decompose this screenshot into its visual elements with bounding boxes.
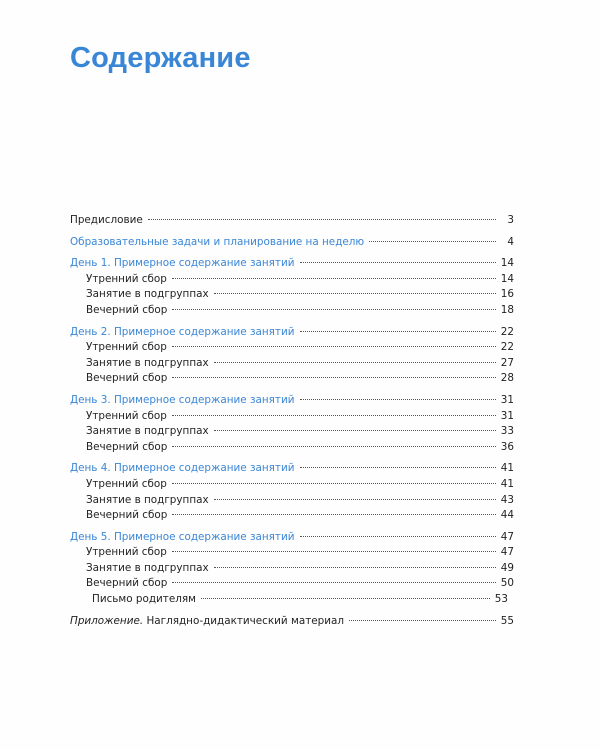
toc-page-number: 33: [500, 425, 514, 438]
toc-entry-label: Занятие в подгруппах: [86, 561, 209, 574]
toc-page-number: 41: [500, 462, 514, 475]
toc-entry[interactable]: [70, 371, 514, 387]
toc-entry-label: Образовательные задачи и планирование на неделю: [70, 235, 365, 248]
dot-leader: [300, 536, 497, 537]
toc-page-number: 43: [500, 493, 514, 506]
toc-page-number: 14: [500, 257, 514, 270]
toc-group-day-1: [70, 256, 514, 318]
toc-day-heading[interactable]: [70, 393, 514, 409]
toc-day-heading[interactable]: [70, 530, 514, 546]
toc-entry-label: Письмо родителям: [92, 593, 196, 606]
toc-group-appendix: [70, 614, 514, 630]
toc-group-day-5: [70, 530, 514, 608]
dot-leader: [300, 399, 497, 400]
dot-leader: [172, 582, 496, 583]
toc-entry-label: Занятие в подгруппах: [86, 493, 209, 506]
appendix-italic-label: Приложение.: [70, 614, 144, 627]
toc-entry[interactable]: [70, 493, 514, 509]
toc-page-number: 41: [500, 477, 514, 490]
toc-page-number: 49: [500, 561, 514, 574]
toc-entry[interactable]: [70, 287, 514, 303]
toc-page-number: 36: [500, 440, 514, 453]
toc-page-number: 14: [500, 272, 514, 285]
toc-group-goals: [70, 235, 514, 251]
dot-leader: [214, 567, 496, 568]
toc-group-intro: [70, 213, 514, 229]
toc-entry-label: Вечерний сбор: [86, 303, 168, 316]
toc-entry[interactable]: [70, 576, 514, 592]
toc-page-number: 44: [500, 509, 514, 522]
toc-day-heading[interactable]: [70, 256, 514, 272]
dot-leader: [300, 262, 497, 263]
dot-leader: [172, 446, 496, 447]
toc-entry-label: Занятие в подгруппах: [86, 356, 209, 369]
toc-entry[interactable]: [70, 561, 514, 577]
toc-entry-label: Утренний сбор: [86, 546, 167, 559]
toc-entry-label: [70, 614, 344, 630]
toc-entry-label: День 5. Примерное содержание занятий: [70, 530, 295, 543]
toc-entry-label: День 4. Примерное содержание занятий: [70, 462, 295, 475]
toc-page-number: 50: [500, 577, 514, 590]
toc-entry-label: Вечерний сбор: [86, 372, 168, 385]
dot-leader: [172, 551, 496, 552]
toc-page-number: 4: [507, 235, 514, 248]
toc-page-number: 18: [500, 303, 514, 316]
toc-page-number: 53: [494, 593, 508, 606]
toc-entry-label: Утренний сбор: [86, 272, 167, 285]
toc-entry[interactable]: [70, 356, 514, 372]
dot-leader: [214, 430, 496, 431]
toc-entry-goals[interactable]: [70, 235, 514, 251]
toc-entry-label: Предисловие: [70, 214, 143, 226]
toc-entry[interactable]: [70, 592, 514, 608]
toc-entry[interactable]: [70, 440, 514, 456]
toc-entry-label: День 3. Примерное содержание занятий: [70, 393, 295, 406]
toc-entry[interactable]: [70, 424, 514, 440]
toc-entry-label: День 2. Примерное содержание занятий: [70, 325, 295, 338]
toc-entry[interactable]: [70, 303, 514, 319]
toc-entry[interactable]: [70, 340, 514, 356]
toc-entry-label: Вечерний сбор: [86, 577, 168, 590]
dot-leader: [148, 219, 496, 220]
dot-leader: [349, 620, 496, 621]
dot-leader: [172, 483, 496, 484]
toc-page-number: 47: [500, 546, 514, 559]
toc-entry[interactable]: [70, 508, 514, 524]
toc-entry-label: Занятие в подгруппах: [86, 288, 209, 301]
toc-group-day-3: [70, 393, 514, 455]
dot-leader: [172, 278, 496, 279]
toc-entry-label: Утренний сбор: [86, 409, 167, 422]
toc-day-heading[interactable]: [70, 325, 514, 341]
toc-page-number: 47: [500, 530, 514, 543]
toc-entry-label: Занятие в подгруппах: [86, 425, 209, 438]
toc-entry-label: Утренний сбор: [86, 341, 167, 354]
toc-group-day-2: [70, 325, 514, 387]
dot-leader: [172, 346, 496, 347]
dot-leader: [172, 415, 496, 416]
toc-page-number: 31: [500, 393, 514, 406]
toc-group-day-4: [70, 461, 514, 523]
toc-entry-label: Вечерний сбор: [86, 440, 168, 453]
appendix-title: Наглядно-дидактический материал: [146, 614, 344, 627]
toc-page-number: 22: [500, 325, 514, 338]
toc-page-number: 22: [500, 341, 514, 354]
toc-entry-label: Вечерний сбор: [86, 509, 168, 522]
dot-leader: [214, 362, 496, 363]
toc-page-number: 27: [500, 356, 514, 369]
toc-entry-preface[interactable]: [70, 213, 514, 229]
dot-leader: [201, 598, 490, 599]
dot-leader: [369, 241, 496, 242]
toc-day-heading[interactable]: [70, 461, 514, 477]
toc-entry[interactable]: [70, 272, 514, 288]
page-title: Содержание: [70, 42, 251, 74]
toc-page-number: 55: [500, 614, 514, 627]
toc-entry-appendix[interactable]: [70, 614, 514, 630]
dot-leader: [172, 514, 496, 515]
toc-entry-label: Утренний сбор: [86, 477, 167, 490]
dot-leader: [300, 467, 497, 468]
toc-page-number: 16: [500, 288, 514, 301]
toc-page-number: 31: [500, 409, 514, 422]
toc-entry-label: День 1. Примерное содержание занятий: [70, 257, 295, 270]
toc-entry[interactable]: [70, 409, 514, 425]
toc-entry[interactable]: [70, 477, 514, 493]
toc-entry[interactable]: [70, 545, 514, 561]
dot-leader: [172, 309, 496, 310]
toc-page-number: 28: [500, 372, 514, 385]
toc-page-number: 3: [507, 214, 514, 226]
table-of-contents: [70, 213, 514, 635]
dot-leader: [300, 331, 497, 332]
dot-leader: [214, 293, 496, 294]
dot-leader: [172, 377, 496, 378]
dot-leader: [214, 499, 496, 500]
